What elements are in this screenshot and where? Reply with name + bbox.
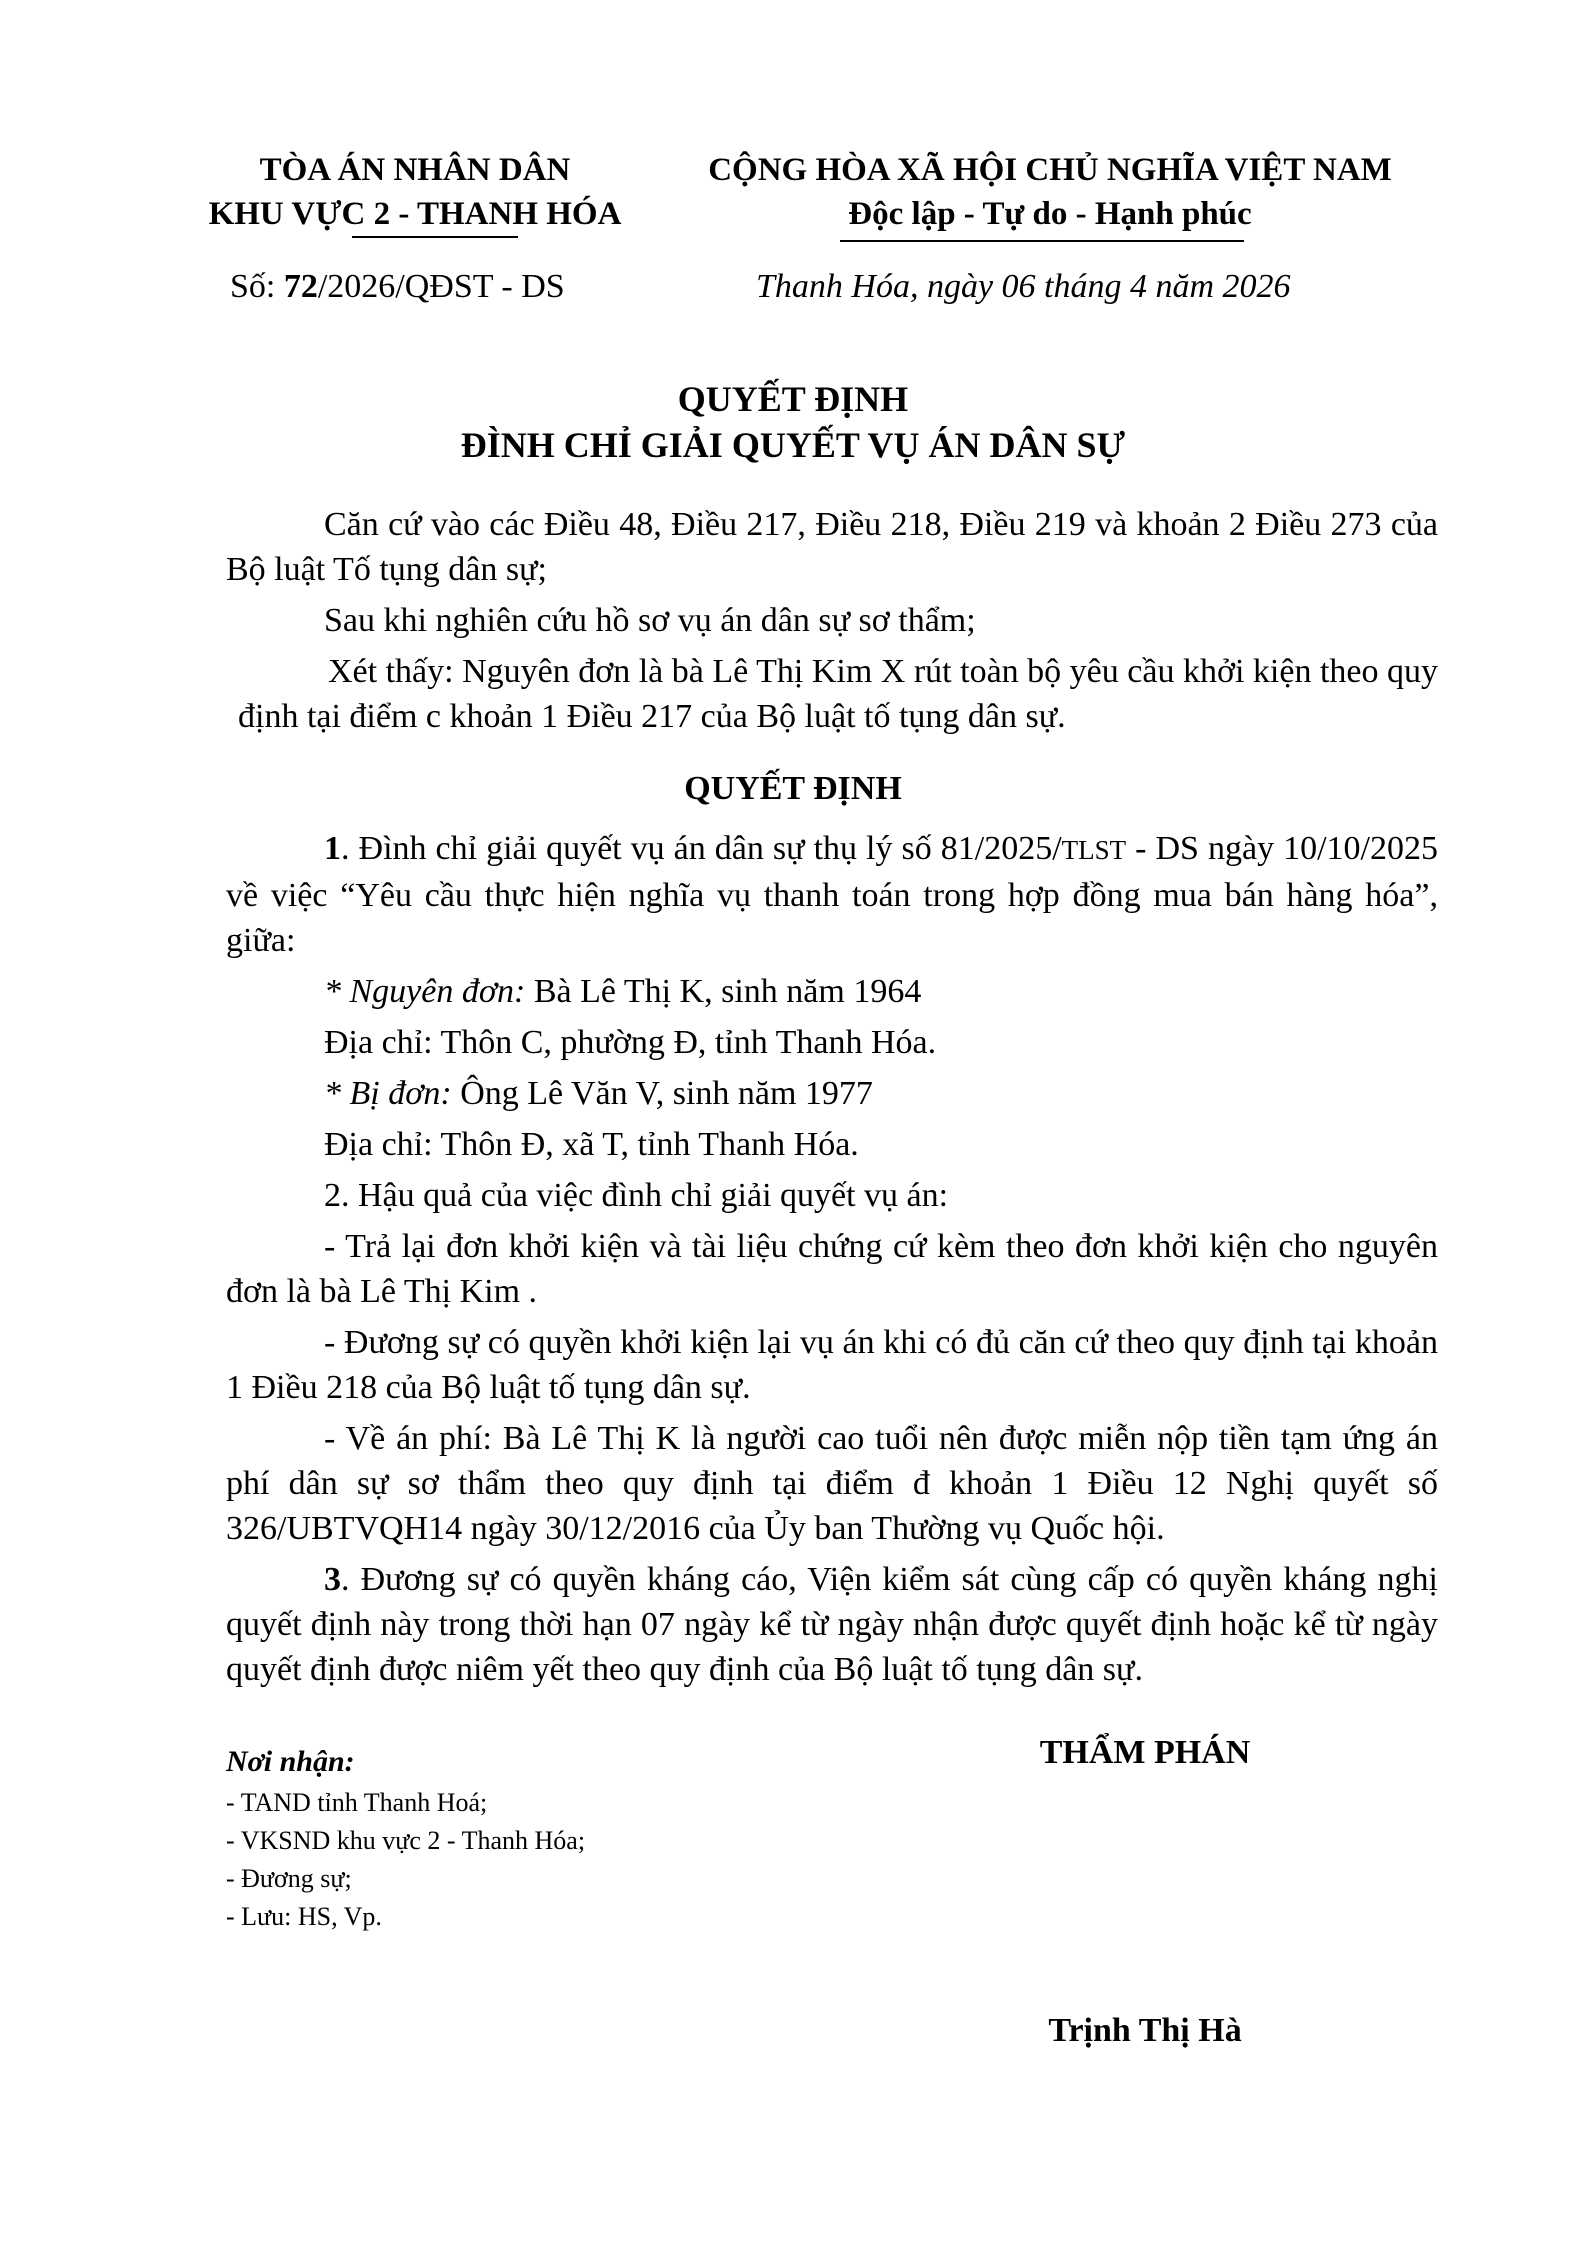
nation-motto: Độc lập - Tự do - Hạnh phúc: [848, 196, 1252, 232]
recipients-label: Nơi nhận:: [226, 1745, 355, 1778]
recipient-item: - Đương sự;: [226, 1864, 352, 1893]
defendant-label: * Bị đơn:: [324, 1075, 452, 1112]
decision-item-3: [226, 1557, 1438, 1692]
document-subtitle: ĐÌNH CHỈ GIẢI QUYẾT VỤ ÁN DÂN SỰ: [460, 425, 1126, 465]
plaintiff-label: * Nguyên đơn:: [324, 973, 526, 1010]
review-statement: Sau khi nghiên cứu hồ sơ vụ án dân sự sơ thẩm;: [324, 602, 976, 639]
recipients-block: [226, 1740, 585, 1936]
preamble: [226, 502, 1438, 745]
legal-basis: Căn cứ vào các Điều 48, Điều 217, Điều 218, Điều 219 và khoản 2 Điều 273 của Bộ luật Tố tụng dân sự;: [226, 506, 1438, 588]
plaintiff-text: Bà Lê Thị K, sinh năm 1964: [525, 973, 922, 1010]
doc-number-suffix: /2026/QĐST - DS: [317, 268, 565, 305]
defendant: [226, 1071, 1438, 1116]
decision-item-2: 2. Hậu quả của việc đình chỉ giải quyết vụ án:: [324, 1177, 949, 1214]
item-1-text-b: - DS ngày 10/10/2025 về việc “Yêu cầu thực hiện nghĩa vụ thanh toán trong hợp đồng mua bán hàng hóa”, giữa:: [226, 830, 1438, 959]
court-underline: [352, 236, 518, 238]
judge-name: Trịnh Thị Hà: [1048, 2012, 1242, 2049]
consideration: Xét thấy: Nguyên đơn là bà Lê Thị Kim X rút toàn bộ yêu cầu khởi kiện theo quy định tại điểm c khoản 1 Điều 217 của Bộ luật tố tụng dân sự.: [238, 653, 1438, 735]
document-title: QUYẾT ĐỊNH: [677, 379, 909, 419]
document-date: Thanh Hóa, ngày 06 tháng 4 năm 2026: [756, 268, 1291, 305]
decision-item-1: [226, 826, 1438, 963]
court-name-block: [190, 148, 640, 236]
defendant-text: Ông Lê Văn V, sinh năm 1977: [451, 1075, 873, 1112]
item-1-number: 1: [324, 830, 341, 867]
motto-underline: [840, 240, 1244, 242]
decision-body: [226, 826, 1438, 1698]
court-name-line1: TÒA ÁN NHÂN DÂN: [259, 152, 571, 188]
recipient-item: - VKSND khu vực 2 - Thanh Hóa;: [226, 1826, 586, 1855]
consequence-return-documents: - Trả lại đơn khởi kiện và tài liệu chứng cứ kèm theo đơn khởi kiện cho nguyên đơn là bà Lê Thị Kim .: [226, 1228, 1438, 1310]
court-name-line2: KHU VỰC 2 - THANH HÓA: [208, 196, 622, 232]
recipient-item: - Lưu: HS, Vp.: [226, 1902, 382, 1931]
nation-name: CỘNG HÒA XÃ HỘI CHỦ NGHĨA VIỆT NAM: [708, 152, 1392, 188]
item-3-text: . Đương sự có quyền kháng cáo, Viện kiểm sát cùng cấp có quyền kháng nghị quyết định này trong thời hạn 07 ngày kể từ ngày nhận được quyết định hoặc kể từ ngày quyết định được niêm yết theo quy định của Bộ luật tố tụng dân sự.: [226, 1561, 1438, 1688]
recipient-item: - TAND tỉnh Thanh Hoá;: [226, 1788, 488, 1817]
decision-heading: QUYẾT ĐỊNH: [684, 770, 902, 807]
plaintiff-address: Địa chỉ: Thôn C, phường Đ, tỉnh Thanh Hóa.: [324, 1024, 937, 1061]
consequence-refile-right: - Đương sự có quyền khởi kiện lại vụ án khi có đủ căn cứ theo quy định tại khoản 1 Điều 218 của Bộ luật tố tụng dân sự.: [226, 1324, 1438, 1406]
national-motto-block: [680, 148, 1420, 236]
doc-number-prefix: Số:: [230, 268, 284, 305]
judge-title: THẨM PHÁN: [1039, 1734, 1251, 1771]
doc-number-bold: 72: [283, 268, 318, 305]
item-3-number: 3: [324, 1561, 341, 1598]
item-1-case-code: TLST: [1061, 835, 1127, 865]
consequence-court-fee: - Về án phí: Bà Lê Thị K là người cao tuổi nên được miễn nộp tiền tạm ứng án phí dân sự sơ thẩm theo quy định tại điểm đ khoản 1 Điều 12 Nghị quyết số 326/UBTVQH14 ngày 30/12/2016 của Ủy ban Thường vụ Quốc hội.: [226, 1420, 1438, 1547]
plaintiff: [226, 969, 1438, 1014]
document-number: [230, 268, 565, 306]
item-1-text-a: . Đình chỉ giải quyết vụ án dân sự thụ lý số 81/2025/: [341, 830, 1062, 867]
defendant-address: Địa chỉ: Thôn Đ, xã T, tỉnh Thanh Hóa.: [324, 1126, 859, 1163]
